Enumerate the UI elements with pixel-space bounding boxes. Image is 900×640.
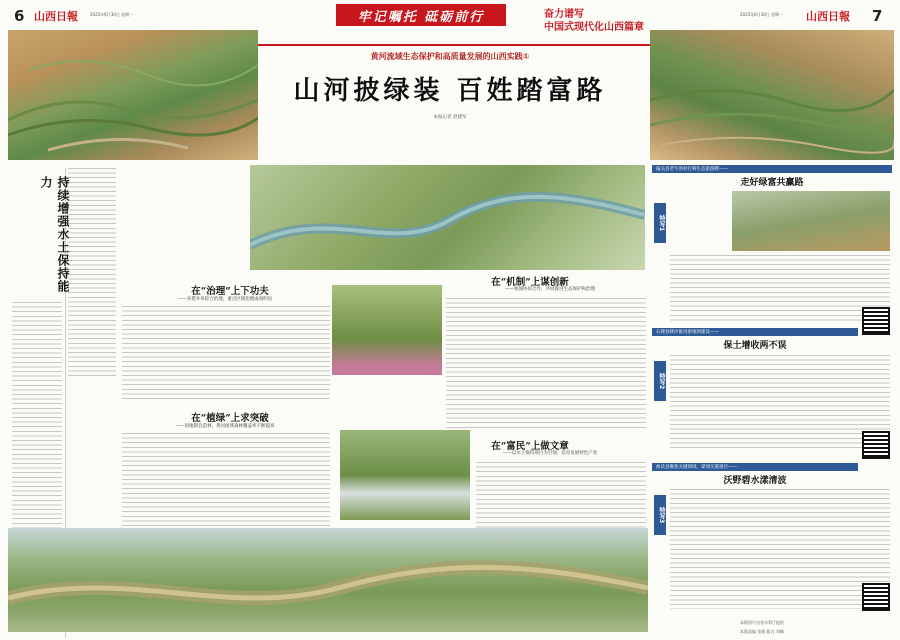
- left-date: 2025年6月30日 星期一: [90, 12, 134, 17]
- yellow-river-aerial-photo: [250, 165, 645, 270]
- commentary-text-col2: [68, 168, 116, 378]
- topic2-kicker: 石楼县移沙推进淤地坝建设——: [652, 328, 858, 336]
- banner-subline-2: 中国式现代化山西篇章: [544, 22, 644, 33]
- footer-credit-right: 本版责编 张敏 版式 刘峰: [740, 629, 784, 634]
- section-text-greening: [122, 433, 330, 533]
- intro-text-col2: [392, 124, 522, 160]
- section-heading-prosperity: 在“富民”上做文章: [491, 441, 569, 452]
- intro-text-col1: [258, 124, 388, 160]
- topic2-text: [670, 355, 890, 451]
- series-title: 黄河流域生态保护和高质量发展的山西实践①: [370, 52, 530, 61]
- left-page-number: 6: [14, 7, 25, 25]
- section-heading-mechanism: 在“机制”上谋创新: [491, 277, 569, 288]
- section-heading-governance: 在“治理”上下功夫: [191, 286, 269, 297]
- topic1-title: 走好绿富共赢路: [740, 178, 804, 188]
- section-text-prosperity: [476, 462, 646, 532]
- topic2-tab: 特写2: [654, 361, 666, 401]
- topic3-title: 沃野碧水漾清波: [723, 476, 787, 486]
- workers-planting-photo: [332, 285, 442, 375]
- terraced-hills-photo: [650, 30, 894, 160]
- topic1-kicker: 偏关县老牛湾村打响生态旅游牌——: [652, 165, 892, 173]
- section-subheading-greening: ——因地制宜造林，黄河流域森林覆盖率不断提高: [175, 424, 275, 429]
- topic2-qr-code: [862, 431, 890, 459]
- right-page-number: 7: [872, 7, 883, 25]
- feature-sidebar: [652, 163, 892, 633]
- topic3-tab: 特写3: [654, 495, 666, 535]
- left-masthead: 山西日報: [34, 10, 78, 23]
- right-masthead: 山西日報: [806, 10, 850, 23]
- topic1-tab: 特写1: [654, 203, 666, 243]
- footer-credit-left: 本版图片由省水利厅提供: [740, 620, 784, 625]
- loess-terraces-photo: [8, 30, 258, 160]
- commentary-title: 持续增强水土保持能力: [39, 176, 70, 293]
- topic1-qr-code: [862, 307, 890, 335]
- banner-subline-1: 奋力谱写: [544, 9, 584, 20]
- river-panorama-photo: [8, 528, 648, 632]
- reservoir-fields-photo: [340, 430, 470, 520]
- topic3-qr-code: [862, 583, 890, 611]
- right-date: 2025年6月30日 星期一: [740, 12, 784, 17]
- banner-slogan: 牢记嘱托 砥砺前行: [336, 4, 506, 26]
- section-subheading-governance: ——多措并举综合治理，重点区域治理成效明显: [177, 297, 273, 302]
- hills-illustration: [650, 30, 894, 160]
- intro-text-col3: [526, 124, 646, 160]
- topic2-title: 保土增收两不误: [723, 341, 787, 351]
- topic3-text: [670, 489, 890, 609]
- article-byline: 本报记者 赵建军: [433, 115, 467, 120]
- article-headline: 山河披绿装 百姓踏富路: [293, 76, 607, 106]
- section-text-governance: [122, 306, 330, 400]
- topic1-text: [670, 255, 890, 321]
- river-illustration: [250, 165, 645, 270]
- section-text-mechanism: [446, 298, 646, 428]
- topic3-kicker: 曲沃县聚焦关键领域、谋划实施项目——: [652, 463, 858, 471]
- section-subheading-mechanism: ——加强协同合作，共同推进生态保护和治理: [505, 287, 595, 292]
- panorama-river-illustration: [8, 528, 648, 632]
- topic1-photo: [732, 191, 890, 251]
- section-heading-greening: 在“植绿”上求突破: [191, 413, 269, 424]
- section-subheading-prosperity: ——以水土保持项目为引领，培育发展特色产业: [502, 451, 598, 456]
- terraces-illustration: [8, 30, 258, 160]
